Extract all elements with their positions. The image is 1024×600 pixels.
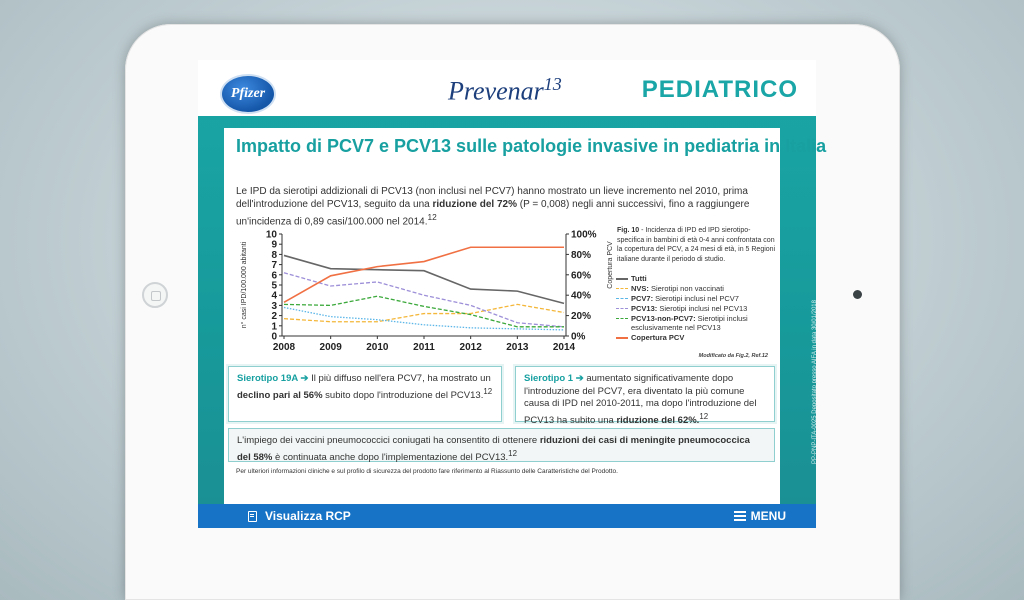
y-tick-label: 1 [271,321,277,333]
figure-caption [617,226,777,264]
header-title: PEDIATRICO [641,76,798,103]
x-tick-label: 2013 [506,342,529,353]
prevenar-logo [448,74,562,107]
y2-tick-label: 40% [571,290,592,302]
y2-tick-label: 80% [571,249,592,261]
y-axis-label: n° casi IPD/100.000 abitanti [241,241,248,329]
legend-swatch [616,318,628,319]
y-tick-label: 7 [271,260,277,272]
x-tick-label: 2012 [459,342,482,353]
y2-tick-label: 100% [571,229,597,241]
y-tick-label: 0 [271,331,277,343]
y-tick-label: 9 [271,239,277,251]
footnote: Per ulteriori informazioni cliniche e sul profilo di sicurezza del prodotto fare riferimento al Riassunto delle Caratteristiche del Prodotto. [236,468,618,475]
serotype-1-label: Sierotipo 1 [524,373,574,384]
y2-tick-label: 20% [571,311,592,323]
y-tick-label: 10 [265,229,277,241]
legend-item [616,304,778,313]
meningitis-bold: riduzioni dei casi di meningite pneumococcica del 58% [237,435,750,463]
serotype-1-text-1: aumentato significativamente dopo l'introduzione del PCV7, era diventato la più comune causa di IPD nel 2010-2011, ma dopo l'introduzione del PCV13 ha subito una [524,373,757,426]
y-tick-label: 3 [271,300,277,312]
serotype-19a-text-2: subito dopo l'introduzione del PCV13. [322,389,484,401]
arrow-icon: ➔ [573,373,587,384]
side-note: PP-PNP-ITA-0025 Depositato presso AIFA in data 30/01/2018 [812,300,818,464]
y2-tick-label: 0% [571,331,586,343]
legend-label: Copertura PCV [631,333,685,342]
y-tick-label: 4 [271,290,277,302]
legend-item [616,333,778,342]
meningitis-box [228,428,775,462]
app-screen [198,60,827,528]
y-tick-label: 2 [271,311,277,323]
legend-item [616,294,778,303]
series-line-pcv13-non-pcv7 [284,296,564,327]
y-tick-label: 8 [271,249,277,261]
legend-item [616,284,778,293]
meningitis-ref: 12 [508,448,517,458]
camera-icon [853,290,862,299]
legend-label: PCV13-non-PCV7: Sierotipi inclusi esclusivamente nel PCV13 [631,314,748,332]
series-line-pcv13 [284,273,564,327]
app-header [198,60,816,120]
view-rcp-label: Visualizza RCP [265,509,351,523]
x-tick-label: 2014 [552,342,576,353]
legend-swatch [616,278,628,280]
menu-button[interactable] [734,507,786,525]
meningitis-text-2: è continuata anche dopo l'implementazione del PCV13. [272,451,509,463]
prevenar-logo-number: 13 [543,74,562,94]
legend-swatch [616,288,628,289]
figure-source: Modificato da Fig.2, Ref.12 [698,353,768,359]
legend-swatch [616,337,628,339]
series-line-nvs [284,304,564,321]
x-tick-label: 2011 [413,342,435,353]
x-tick-label: 2008 [272,342,296,353]
arrow-icon: ➔ [297,373,312,384]
x-tick-label: 2010 [366,342,389,353]
chart-legend [616,274,778,343]
menu-label: MENU [750,509,786,523]
legend-label: Tutti [631,274,647,283]
bottom-bar [198,504,816,528]
ipd-line-chart [224,226,624,366]
serotype-19a-box [228,366,502,422]
y-tick-label: 5 [271,280,277,292]
serotype-1-box [515,366,775,426]
figure-caption-text: - Incidenza di IPD ed IPD sierotipo-specifica in bambini di età 0-4 anni confrontata con la copertura del PCV, a 24 mesi di età, in 5 Regioni italiane durante il periodo di studio. [617,227,776,263]
page-title: Impatto di PCV7 e PCV13 sulle patologie invasive in pediatria in Italia [236,136,827,156]
serotype-19a-bold: declino pari al 56% [237,389,323,401]
intro-paragraph [236,185,776,228]
intro-text-1: Le IPD da sierotipi addizionali di PCV13 (non inclusi nel PCV7) hanno mostrato un lieve incremento nel 2010, prima dell'introduzione del PCV13, seguito da una [236,186,748,210]
y2-tick-label: 60% [571,270,592,282]
serotype-1-bold: riduzione del 62%. [616,414,700,426]
legend-label: PCV13: Sierotipi inclusi nel PCV13 [631,304,748,313]
figure-caption-label: Fig. 10 [617,227,640,234]
hamburger-icon [734,511,746,521]
y-tick-label: 6 [271,270,277,282]
meningitis-text-1: L'impiego dei vaccini pneumococcici coniugati ha consentito di ottenere [237,435,540,446]
serotype-19a-text-1: Il più diffuso nell'era PCV7, ha mostrato un [311,373,491,384]
legend-swatch [616,308,628,309]
legend-label: NVS: Sierotipi non vaccinati [631,284,724,293]
home-button[interactable] [142,282,168,308]
intro-bold: riduzione del 72% [432,199,517,210]
x-tick-label: 2009 [319,342,342,353]
view-rcp-button[interactable] [248,507,351,525]
book-icon [248,511,257,522]
pfizer-logo[interactable]: Pfizer [220,74,276,114]
serotype-19a-label: Sierotipo 19A [237,373,298,384]
serotype-19a-ref: 12 [483,386,493,396]
series-line-copertura-pcv [284,247,564,302]
intro-ref: 12 [427,212,437,222]
legend-item [616,274,778,283]
legend-swatch [616,298,628,299]
serotype-1-ref: 12 [699,411,709,421]
legend-item [616,314,778,332]
legend-label: PCV7: Sierotipi inclusi nel PCV7 [631,294,739,303]
intro-text-2: (P = 0,008) negli anni successivi, fino a raggiungere un'incidenza di 0,89 casi/100.000 nel 2014. [236,199,750,228]
y2-axis-label: Copertura PCV [607,241,614,289]
prevenar-logo-text: Prevenar [448,76,544,106]
